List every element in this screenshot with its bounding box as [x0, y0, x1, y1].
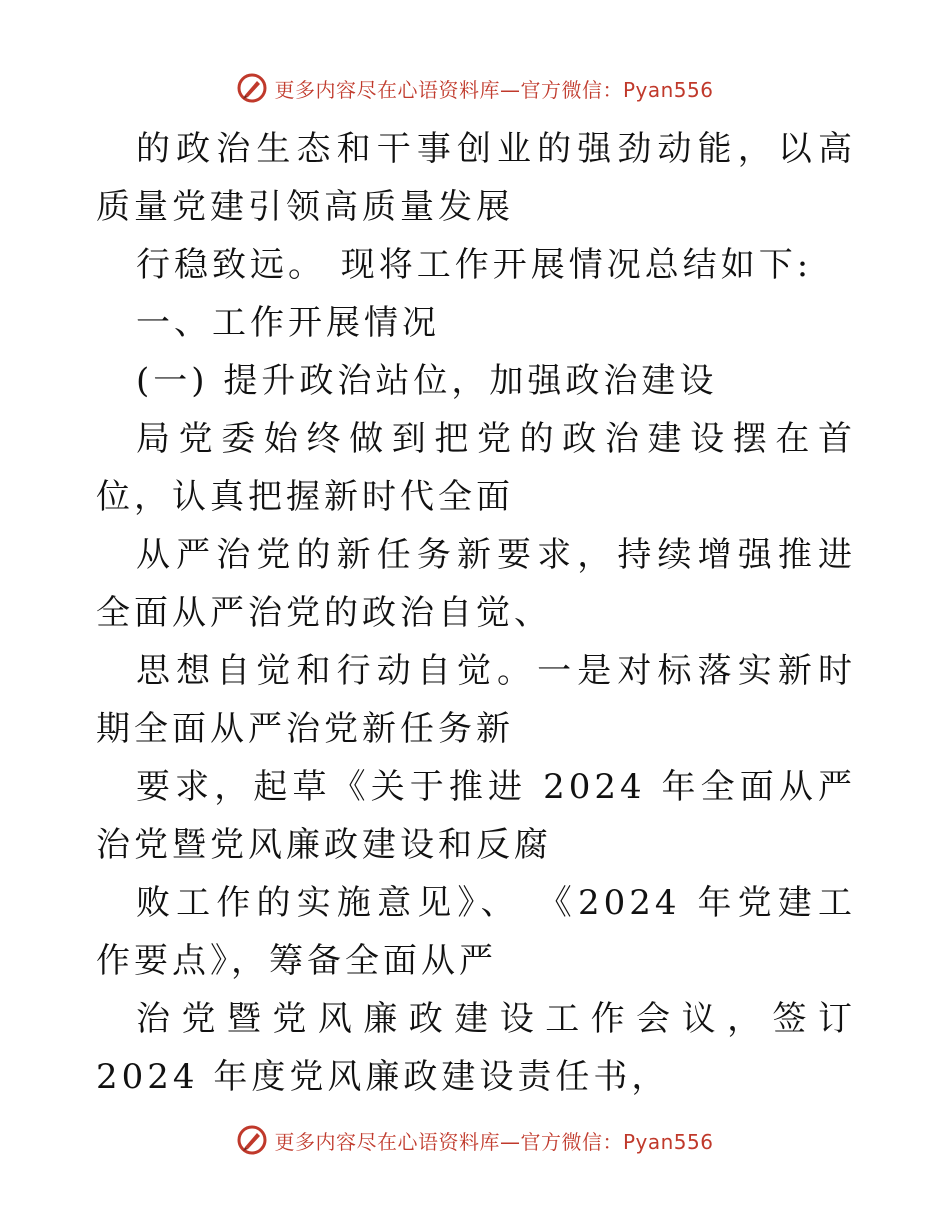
pen-logo-icon	[236, 1124, 268, 1156]
banner-text: 更多内容尽在心语资料库—官方微信：Pyan556	[274, 77, 714, 102]
banner-text: 更多内容尽在心语资料库—官方微信：Pyan556	[274, 1129, 714, 1154]
paragraph-4: 从严治党的新任务新要求，持续增强推进全面从严治党的政治自觉、	[96, 535, 856, 633]
paragraph-6: 要求，起草《关于推进 2024 年全面从严治党暨党风廉政建设和反腐	[96, 767, 856, 865]
footer-banner	[0, 1124, 950, 1156]
paragraph-7: 败工作的实施意见》、 《2024 年党建工作要点》，筹备全面从严	[96, 883, 856, 981]
document-body	[96, 120, 856, 1106]
pen-logo-icon	[236, 72, 268, 104]
paragraph-5: 思想自觉和行动自觉。一是对标落实新时期全面从严治党新任务新	[96, 651, 856, 749]
paragraph-1: 的政治生态和干事创业的强劲动能，以高质量党建引领高质量发展	[96, 129, 856, 227]
paragraph-8: 治党暨党风廉政建设工作会议，签订 2024 年度党风廉政建设责任书，	[96, 999, 856, 1097]
section-heading: 一、工作开展情况	[136, 303, 440, 343]
header-banner	[0, 72, 950, 104]
paragraph-2: 行稳致远。 现将工作开展情况总结如下:	[136, 245, 813, 285]
paragraph-3: 局党委始终做到把党的政治建设摆在首位，认真把握新时代全面	[96, 419, 856, 517]
subsection-heading: (一) 提升政治站位，加强政治建设	[136, 361, 718, 401]
